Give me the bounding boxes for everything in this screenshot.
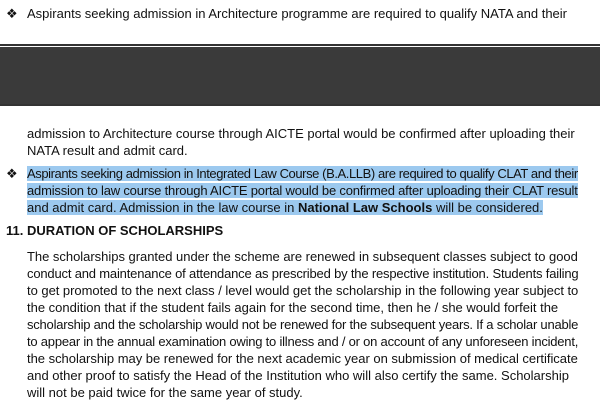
- scholarship-line: scholarship and the scholarship would not be renewed for the subsequent years. If a scholar unable: [27, 317, 579, 332]
- bullet-icon: ❖: [6, 166, 18, 181]
- page-gap: [0, 47, 600, 104]
- scholarship-line: The scholarships granted under the scheme are renewed in subsequent classes subject to good: [27, 249, 578, 264]
- law-line-3[interactable]: [27, 200, 543, 215]
- law-line-3-pre: and admit card. Admission in the law course in: [27, 200, 298, 215]
- scholarship-line: to appear in the annual examination owing to illness and / or on account of any unforeseen incident,: [27, 334, 579, 349]
- architecture-bullet-text[interactable]: Aspirants seeking admission in Architecture programme are required to qualify NATA and their: [27, 6, 568, 21]
- scholarship-line: to get promoted to the next class / level would get the scholarship in the following year subject to: [27, 283, 579, 298]
- law-line-1[interactable]: Aspirants seeking admission in Integrated Law Course (B.A.LLB) are required to qualify CLAT and their: [27, 166, 578, 181]
- scholarship-line: the condition that if the student fails again for the second time, then he / she would forfeit the: [27, 300, 559, 315]
- scholarship-line: conduct and maintenance of attendance as prescribed by the respective institution. Students failing: [27, 266, 579, 281]
- section-title-duration: 11. DURATION OF SCHOLARSHIPS: [6, 223, 224, 238]
- pdf-page-bottom: [0, 106, 600, 402]
- architecture-continued-line-1[interactable]: admission to Architecture course through AICTE portal would be confirmed after uploading their: [27, 126, 575, 141]
- scholarship-line: will not be paid twice for the same year of study.: [27, 385, 303, 400]
- page-divider: [0, 44, 600, 46]
- law-line-3-post: will be considered.: [432, 200, 543, 215]
- scholarship-line: the scholarship may be renewed for the next academic year on submission of medical certificate: [27, 351, 578, 366]
- pdf-page-top: [0, 0, 600, 44]
- law-line-2[interactable]: admission to law course through AICTE portal would be confirmed after uploading their CLAT result: [27, 183, 578, 198]
- bullet-icon: ❖: [6, 6, 18, 21]
- architecture-continued-line-2[interactable]: NATA result and admit card.: [27, 143, 188, 158]
- national-law-schools-bold: National Law Schools: [297, 200, 433, 215]
- scholarship-line: and other proof to satisfy the Head of the Institution who will also certify the same. Scholarship: [27, 368, 569, 383]
